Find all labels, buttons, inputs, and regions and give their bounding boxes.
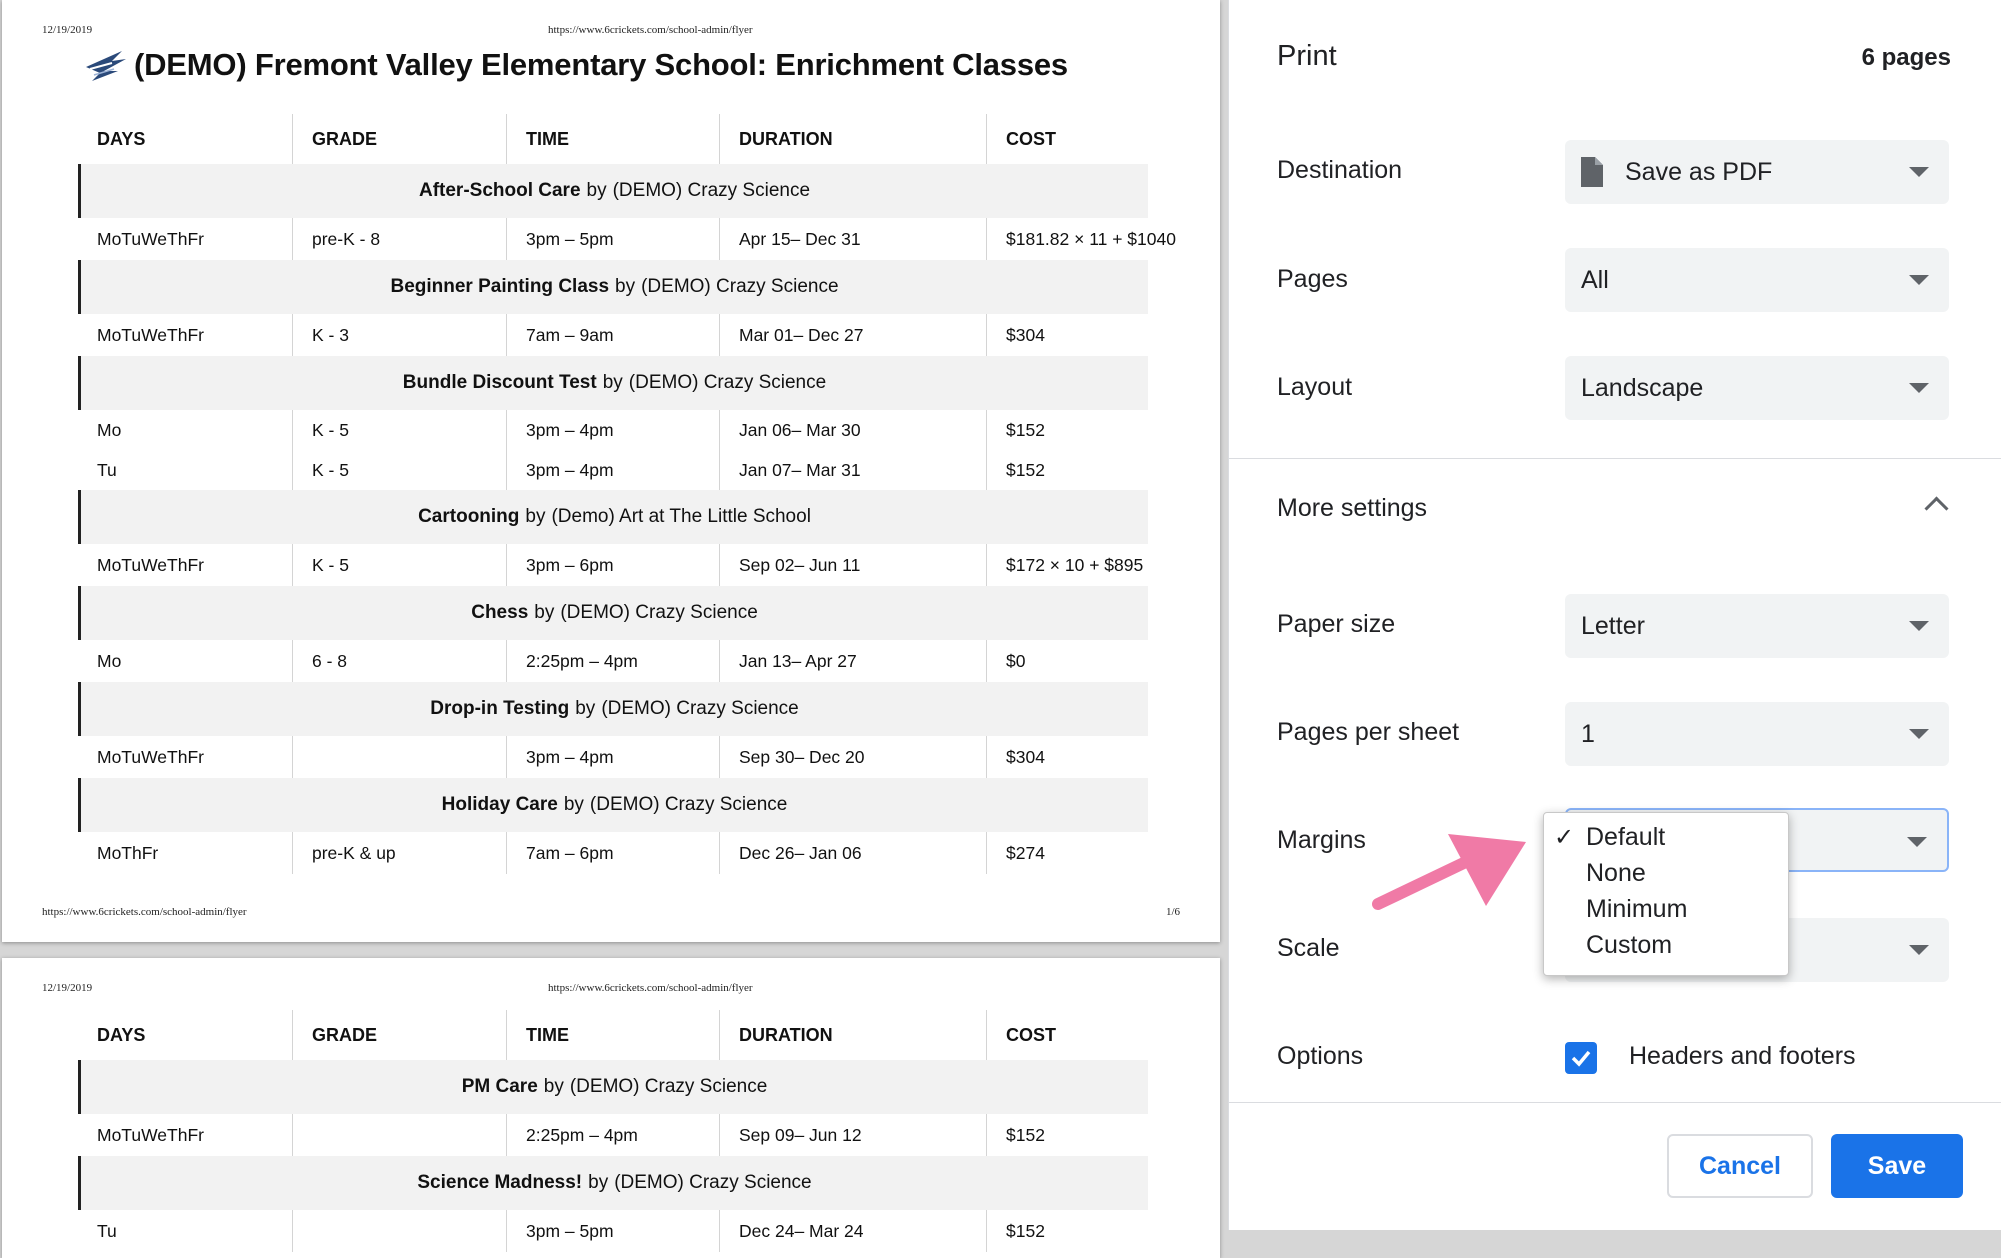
page-count: 6 pages [1861,44,1951,71]
table-group-header [78,1156,1148,1210]
divider [1229,458,2001,459]
cell-duration: Mar 01– Dec 27 [719,314,986,356]
cell-duration: Jan 06– Mar 30 [719,410,986,450]
pages-per-sheet-select[interactable] [1565,702,1949,766]
class-name: Holiday Care [441,794,558,815]
column-header-days: DAYS [97,128,146,149]
class-provider: (DEMO) Crazy Science [641,276,839,297]
cell-duration: Apr 15– Dec 31 [719,218,986,260]
cell-days: Mo [97,419,122,440]
more-settings-toggle[interactable]: More settings [1277,494,1428,522]
cell-cost: $181.82 × 11 + $1040 [986,218,1148,260]
cell-grade: pre-K & up [292,832,506,874]
classes-table [78,1010,1148,1252]
cell-days: MoTuWeThFr [97,324,204,345]
preview-page-2 [2,958,1220,1258]
cell-time: 7am – 9am [506,314,719,356]
table-row [78,410,1148,450]
by-word: by [586,180,607,201]
class-provider: (DEMO) Crazy Science [612,180,811,201]
cell-grade: K - 3 [292,314,506,356]
document-icon [1581,157,1603,187]
divider [1229,1102,2001,1103]
table-group-header [78,260,1148,314]
table-row [78,314,1148,356]
by-word: by [543,1076,564,1097]
chevron-down-icon [1907,837,1927,847]
column-header-duration: DURATION [719,114,986,164]
table-row [78,544,1148,586]
cell-cost: $152 [986,450,1148,490]
table-group-header [78,356,1148,410]
column-header-days: DAYS [97,1024,146,1045]
page-footer-number: 1/6 [1165,906,1180,918]
table-row [78,736,1148,778]
headers-footers-label[interactable]: Headers and footers [1629,1042,1856,1070]
column-header-time: TIME [506,114,719,164]
class-provider: (DEMO) Crazy Science [589,794,788,815]
cell-duration: Sep 02– Jun 11 [719,544,986,586]
margins-option-custom[interactable]: Custom [1586,931,1673,959]
destination-select[interactable] [1565,140,1949,204]
page-header-url: https://www.6crickets.com/school-admin/flyer [548,24,753,36]
table-group-header [78,490,1148,544]
chevron-down-icon [1909,275,1929,285]
table-row [78,218,1176,260]
cell-grade: 6 - 8 [292,640,506,682]
cell-time: 3pm – 5pm [506,1210,719,1252]
cell-cost: $0 [986,640,1148,682]
cell-grade [292,1210,506,1252]
by-word: by [588,1172,609,1193]
cell-duration: Jan 07– Mar 31 [719,450,986,490]
destination-value: Save as PDF [1625,157,1773,186]
margins-dropdown-menu [1543,812,1789,976]
table-group-header [78,1060,1148,1114]
cell-days: MoTuWeThFr [97,228,204,249]
chevron-down-icon [1909,621,1929,631]
cell-duration: Dec 24– Mar 24 [719,1210,986,1252]
layout-value: Landscape [1581,373,1704,402]
destination-label: Destination [1277,156,1403,184]
cell-days: MoTuWeThFr [97,554,204,575]
table-header-row [78,114,1148,164]
class-provider: (DEMO) Crazy Science [614,1172,812,1193]
class-name: Chess [471,602,529,623]
by-word: by [534,602,555,623]
checkmark-icon: ✓ [1554,824,1575,851]
headers-footers-checkbox[interactable] [1565,1042,1597,1074]
paper-size-label: Paper size [1277,610,1396,638]
cell-duration: Jan 13– Apr 27 [719,640,986,682]
table-row [78,1114,1148,1156]
table-row [78,450,1148,490]
classes-table [78,114,1176,874]
table-header-row [78,1010,1148,1060]
class-name: Drop-in Testing [430,698,570,719]
table-row [78,832,1148,874]
cell-grade: K - 5 [292,544,506,586]
page-footer-url: https://www.6crickets.com/school-admin/flyer [42,906,247,918]
column-header-cost: COST [986,1010,1148,1060]
column-header-duration: DURATION [719,1010,986,1060]
table-row [78,1210,1148,1252]
class-provider: (DEMO) Crazy Science [560,602,758,623]
by-word: by [563,794,584,815]
cell-cost: $304 [986,736,1148,778]
table-group-header [78,164,1148,218]
class-name: Beginner Painting Class [390,276,610,297]
pages-per-sheet-value: 1 [1581,719,1595,748]
checkmark-icon [1569,1046,1593,1070]
class-provider: (DEMO) Crazy Science [569,1076,768,1097]
pages-label: Pages [1277,265,1348,293]
cell-days: MoTuWeThFr [97,746,204,767]
chevron-up-icon[interactable] [1924,496,1948,520]
class-provider: (Demo) Art at The Little School [551,506,811,527]
class-name: After-School Care [418,180,581,201]
pages-value: All [1581,265,1609,294]
cancel-button[interactable]: Cancel [1667,1134,1813,1198]
cell-time: 3pm – 5pm [506,218,719,260]
cell-cost: $172 × 10 + $895 [986,544,1148,586]
cell-grade [292,1114,506,1156]
school-logo-icon [82,45,128,85]
cell-days: Tu [97,459,117,480]
cell-time: 3pm – 6pm [506,544,719,586]
cell-time: 7am – 6pm [506,832,719,874]
paper-size-select[interactable] [1565,594,1949,658]
cell-days: MoThFr [97,842,159,863]
cell-duration: Sep 09– Jun 12 [719,1114,986,1156]
chevron-down-icon [1909,167,1929,177]
class-name: Cartooning [418,506,520,527]
document-title [82,44,1068,86]
panel-title: Print [1277,40,1337,72]
cell-time: 2:25pm – 4pm [506,640,719,682]
table-group-header [78,778,1148,832]
options-label: Options [1277,1042,1364,1070]
cell-time: 3pm – 4pm [506,410,719,450]
cell-time: 3pm – 4pm [506,736,719,778]
margins-option-minimum[interactable]: Minimum [1586,895,1688,923]
column-header-grade: GRADE [292,114,506,164]
class-provider: (DEMO) Crazy Science [601,698,799,719]
margins-option-none[interactable]: None [1586,859,1646,887]
cell-cost: $152 [986,1210,1148,1252]
margins-option-default[interactable]: Default [1586,823,1666,851]
preview-page-1 [2,0,1220,942]
cell-grade: K - 5 [292,410,506,450]
margins-label: Margins [1277,826,1366,854]
cell-grade: K - 5 [292,450,506,490]
document-title-text: (DEMO) Fremont Valley Elementary School: Enrichment Classes [134,47,1068,82]
scale-label: Scale [1277,934,1340,962]
class-name: Bundle Discount Test [402,372,597,393]
pages-select[interactable] [1565,248,1949,312]
paper-size-value: Letter [1581,611,1645,640]
print-settings-panel [1228,0,2001,1230]
cell-days: MoTuWeThFr [97,1124,204,1145]
page-header-date: 12/19/2019 [42,982,93,994]
by-word: by [525,506,546,527]
annotation-arrow-icon [1370,820,1540,920]
column-header-cost: COST [986,114,1148,164]
class-provider: (DEMO) Crazy Science [628,372,827,393]
cell-cost: $304 [986,314,1148,356]
cell-grade [292,736,506,778]
cell-days: Mo [97,650,122,671]
cell-cost: $274 [986,832,1148,874]
column-header-time: TIME [506,1010,719,1060]
by-word: by [602,372,623,393]
cell-grade: pre-K - 8 [292,218,506,260]
page-header-url: https://www.6crickets.com/school-admin/flyer [548,982,753,994]
cell-duration: Dec 26– Jan 06 [719,832,986,874]
class-name: Science Madness! [417,1172,583,1193]
layout-label: Layout [1277,373,1353,401]
by-word: by [575,698,596,719]
table-row [78,640,1148,682]
chevron-down-icon [1909,729,1929,739]
by-word: by [615,276,636,297]
cell-days: Tu [97,1220,117,1241]
cell-duration: Sep 30– Dec 20 [719,736,986,778]
cell-time: 3pm – 4pm [506,450,719,490]
cell-time: 2:25pm – 4pm [506,1114,719,1156]
page-header-date: 12/19/2019 [42,24,93,36]
layout-select[interactable] [1565,356,1949,420]
table-group-header [78,682,1148,736]
table-group-header [78,586,1148,640]
class-name: PM Care [461,1076,538,1097]
save-button[interactable]: Save [1831,1134,1963,1198]
chevron-down-icon [1909,945,1929,955]
cell-cost: $152 [986,410,1148,450]
column-header-grade: GRADE [292,1010,506,1060]
chevron-down-icon [1909,383,1929,393]
cell-cost: $152 [986,1114,1148,1156]
pages-per-sheet-label: Pages per sheet [1277,718,1460,746]
